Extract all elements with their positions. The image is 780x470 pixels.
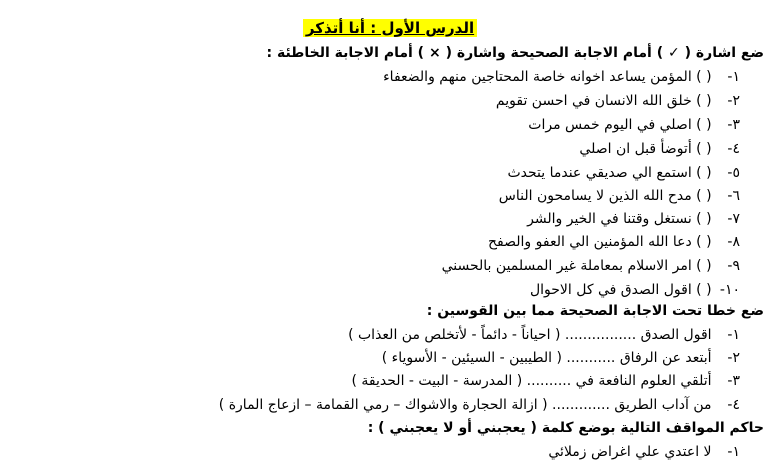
answer-blank[interactable]: ( ) — [696, 165, 712, 181]
answer-blank[interactable]: ( ) — [696, 234, 712, 250]
list-item — [579, 138, 740, 160]
item-number: ٣- — [727, 373, 740, 389]
item-text: أتوضأ قبل ان اصلي — [579, 141, 692, 157]
item-number: ٦- — [727, 188, 740, 204]
instruction-part-a: ضع اشارة ( — [684, 45, 764, 61]
item-text[interactable]: أبتعد عن الرفاق ........... ( الطيبين - السيئين - الأسوياء ) — [381, 350, 712, 366]
lesson-title-row — [0, 18, 780, 37]
item-number: ٥- — [727, 165, 740, 181]
item-text: استمع الي صديقي عندما يتحدث — [507, 165, 692, 181]
item-number: ٧- — [727, 211, 740, 227]
list-item — [352, 370, 740, 392]
answer-blank[interactable]: ( ) — [696, 258, 712, 274]
item-number: ٣- — [727, 117, 740, 133]
section3-instruction: حاكم المواقف التالية بوضع كلمة ( يعجبني أو لا يعجبني ) : — [367, 420, 764, 436]
list-item — [499, 185, 740, 207]
list-item — [548, 441, 740, 463]
item-number: ١٠- — [719, 282, 740, 298]
item-number: ٤- — [727, 397, 740, 413]
item-number: ٤- — [727, 141, 740, 157]
list-item — [527, 208, 740, 230]
instruction-part-b: ) أمام الاجابة الصحيحة واشارة ( — [445, 45, 664, 61]
list-item — [383, 66, 740, 88]
list-item — [528, 114, 740, 136]
list-item — [507, 162, 740, 184]
item-number: ٩- — [727, 258, 740, 274]
item-number: ٢- — [727, 93, 740, 109]
cross-mark-icon: × — [428, 45, 441, 61]
section1-instruction — [266, 42, 764, 64]
list-item — [488, 231, 740, 253]
answer-blank[interactable]: ( ) — [696, 141, 712, 157]
item-text[interactable]: اقول الصدق ................ ( احياناً - دائماً - لأتخلص من العذاب ) — [348, 327, 712, 343]
list-item — [348, 324, 740, 346]
lesson-title: الدرس الأول : أنا أتذكر — [303, 19, 477, 37]
section2-instruction: ضع خطا تحت الاجابة الصحيحة مما بين القوسين : — [426, 303, 764, 319]
item-text[interactable]: من آداب الطريق ............. ( ازالة الحجارة والاشواك – رمي القمامة – ازعاج المارة ) — [218, 397, 712, 413]
answer-blank[interactable]: ( ) — [696, 188, 712, 204]
item-text[interactable]: أتلقي العلوم النافعة في .......... ( المدرسة - البيت - الحديقة ) — [351, 373, 712, 389]
item-text: اصلي في اليوم خمس مرات — [528, 117, 692, 133]
item-text: مدح الله الذين لا يسامحون الناس — [498, 188, 692, 204]
answer-blank[interactable]: ( ) — [696, 211, 712, 227]
list-item — [530, 279, 740, 301]
item-text: المؤمن يساعد اخوانه خاصة المحتاجين منهم والضعفاء — [383, 69, 692, 85]
item-number: ٢- — [727, 350, 740, 366]
answer-blank[interactable]: ( ) — [696, 117, 712, 133]
instruction-part-c: ) أمام الاجابة الخاطئة : — [266, 45, 425, 61]
answer-blank[interactable]: ( ) — [696, 69, 712, 85]
answer-blank[interactable]: ( ) — [696, 282, 712, 298]
item-text: دعا الله المؤمنين الي العفو والصفح — [488, 234, 692, 250]
list-item — [382, 347, 740, 369]
item-text: نستغل وقتنا في الخير والشر — [527, 211, 692, 227]
list-item — [219, 394, 740, 416]
item-text: لا اعتدي علي اغراض زملائي — [548, 444, 712, 460]
answer-blank[interactable]: ( ) — [696, 93, 712, 109]
item-number: ١- — [727, 444, 740, 460]
check-mark-icon: ✓ — [668, 45, 680, 61]
list-item — [442, 255, 740, 277]
item-number: ١- — [727, 327, 740, 343]
list-item — [496, 90, 740, 112]
item-number: ١- — [727, 69, 740, 85]
item-text: اقول الصدق في كل الاحوال — [529, 282, 692, 298]
item-text: خلق الله الانسان في احسن تقويم — [495, 93, 692, 109]
item-number: ٨- — [727, 234, 740, 250]
item-text: امر الاسلام بمعاملة غير المسلمين بالحسني — [441, 258, 692, 274]
